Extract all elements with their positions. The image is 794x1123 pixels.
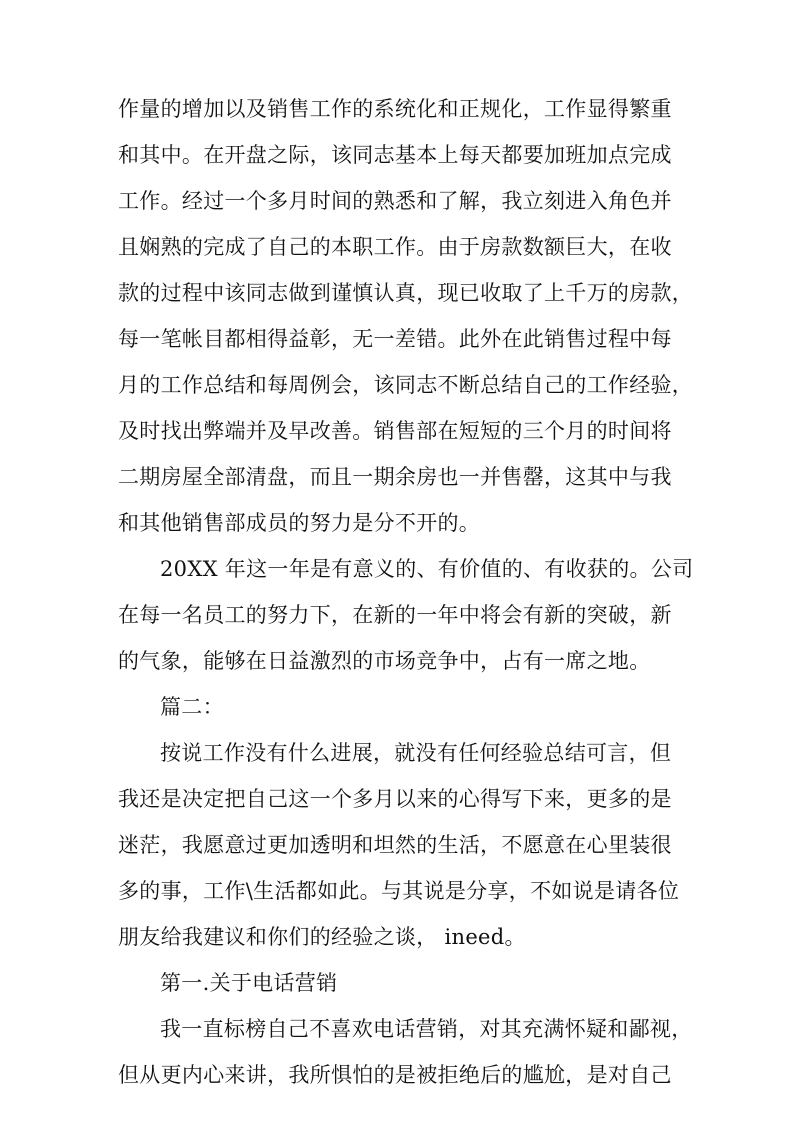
text-line: 多的事，工作\生活都如此。与其说是分享，不如说是请各位 <box>118 879 680 903</box>
text-line: 但从更内心来讲，我所惧怕的是被拒绝后的尴尬，是对自己 <box>118 1063 672 1087</box>
paragraph-first-line: 按说工作没有什么进展，就没有任何经验总结可言，但 <box>160 741 672 765</box>
text-line: 作量的增加以及销售工作的系统化和正规化，工作显得繁重 <box>118 97 672 121</box>
text-line: 的气象，能够在日益激烈的市场竞争中，占有一席之地。 <box>118 649 651 673</box>
paragraph-first-line: 我一直标榜自己不喜欢电话营销，对其充满怀疑和鄙视， <box>160 1017 693 1041</box>
text-line: 迷茫，我愿意过更加透明和坦然的生活，不愿意在心里装很 <box>118 833 672 857</box>
text-line: 每一笔帐目都相得益彰，无一差错。此外在此销售过程中每 <box>118 327 672 351</box>
text-line: 朋友给我建议和你们的经验之谈， ineed。 <box>118 925 526 949</box>
subsection-heading: 第一.关于电话营销 <box>160 971 338 995</box>
text-line: 工作。经过一个多月时间的熟悉和了解，我立刻进入角色并 <box>118 189 672 213</box>
section-heading: 篇二： <box>160 695 224 719</box>
paragraph-first-line: 20XX 年这一年是有意义的、有价值的、有收获的。公司 <box>160 557 694 581</box>
text-line: 和其他销售部成员的努力是分不开的。 <box>118 511 481 535</box>
text-line: 二期房屋全部清盘，而且一期余房也一并售罄，这其中与我 <box>118 465 672 489</box>
text-line: 月的工作总结和每周例会，该同志不断总结自己的工作经验， <box>118 373 694 397</box>
text-line: 及时找出弊端并及早改善。销售部在短短的三个月的时间将 <box>118 419 672 443</box>
text-line: 款的过程中该同志做到谨慎认真，现已收取了上千万的房款， <box>118 281 694 305</box>
text-line: 我还是决定把自己这一个多月以来的心得写下来，更多的是 <box>118 787 672 811</box>
text-line: 和其中。在开盘之际，该同志基本上每天都要加班加点完成 <box>118 143 672 167</box>
text-line: 在每一名员工的努力下，在新的一年中将会有新的突破，新 <box>118 603 672 627</box>
text-line: 且娴熟的完成了自己的本职工作。由于房款数额巨大，在收 <box>118 235 672 259</box>
